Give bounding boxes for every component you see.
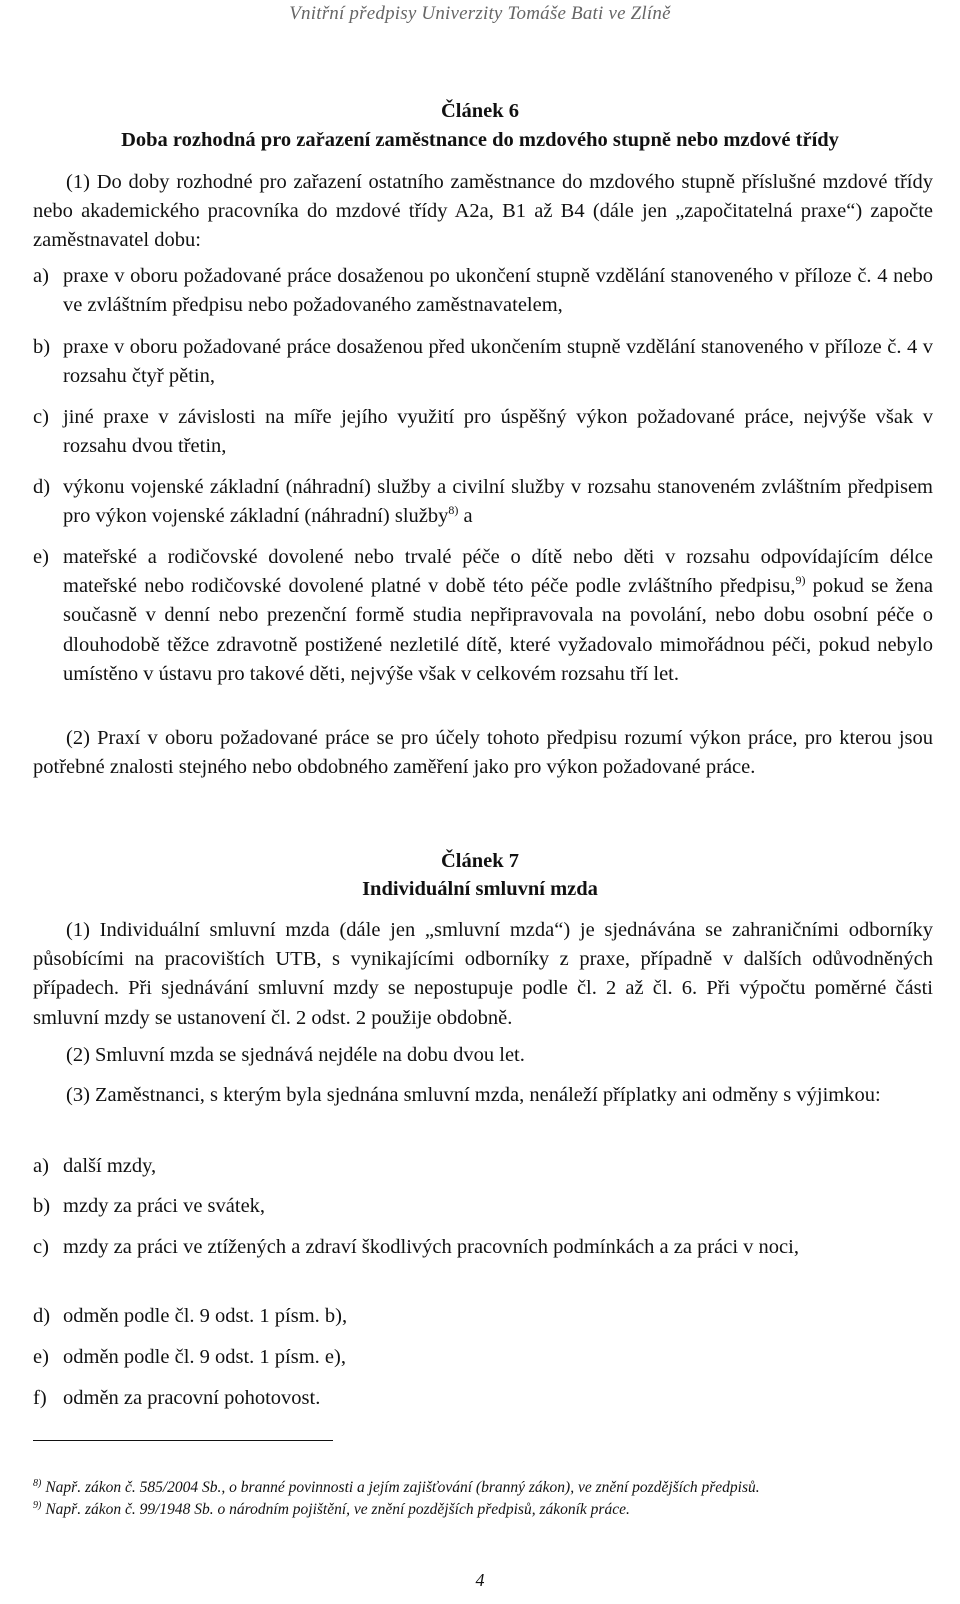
footnote-separator xyxy=(33,1440,333,1441)
item-letter: d) xyxy=(33,1305,51,1327)
item-text: mateřské a rodičovské dovolené nebo trvalé péče o dítě nebo děti v rozsahu odpovídajícím délce mateřské nebo rodičovské dovolené platné v době této péče podle zvláštního předpisu, xyxy=(63,546,933,598)
page-number: 4 xyxy=(475,1570,485,1590)
item-text: jiné praxe v závislosti na míře jejího využití pro úspěšný výkon požadované práce, nejvýše však v rozsahu dvou třetin, xyxy=(63,406,933,458)
article-7-item-d xyxy=(33,1302,933,1331)
footnote-9 xyxy=(33,1496,933,1520)
footnote-ref: 9) xyxy=(795,573,806,588)
article-7-paragraph-3-text: (3) Zaměstnanci, s kterým byla sjednána smluvní mzda, nenáleží příplatky ani odměny s výjimkou: xyxy=(66,1084,881,1106)
article-7-title: Individuální smluvní mzda xyxy=(362,878,598,900)
item-text: odměn podle čl. 9 odst. 1 písm. b), xyxy=(63,1305,348,1327)
article-6-item-d xyxy=(33,473,933,531)
running-header: Vnitřní předpisy Univerzity Tomáše Bati ve Zlíně xyxy=(289,3,671,24)
article-7-paragraph-1-text: (1) Individuální smluvní mzda (dále jen „smluvní mzda“) je sjednávána se zahraničními odborníky působícími na pracovištích UTB, s vynikajícími odborníky z praxe, případně v dalších odůvodněných případech. Při sjednávání smluvní mzdy se nepostupuje podle čl. 2 až čl. 6. Při výpočtu poměrné části smluvní mzdy se ustanovení čl. 2 odst. 2 použije obdobně. xyxy=(33,919,933,1029)
item-letter: b) xyxy=(33,1195,51,1217)
article-7-paragraph-3 xyxy=(33,1081,933,1110)
item-letter: c) xyxy=(33,1236,49,1258)
footnote-8 xyxy=(33,1474,933,1498)
item-text: další mzdy, xyxy=(63,1155,157,1177)
item-text: výkonu vojenské základní (náhradní) služby a civilní služby v rozsahu stanoveném zvláštním předpisem pro výkon vojenské základní (náhradní) služby xyxy=(63,476,933,528)
item-text: praxe v oboru požadované práce dosaženou před ukončením stupně vzdělání stanoveného v příloze č. 4 v rozsahu čtyř pětin, xyxy=(63,336,933,388)
article-6-paragraph-2 xyxy=(33,724,933,782)
article-6-item-b xyxy=(33,333,933,391)
article-7-paragraph-2-text: (2) Smluvní mzda se sjednává nejdéle na dobu dvou let. xyxy=(66,1044,525,1066)
item-letter: e) xyxy=(33,546,49,568)
item-letter: a) xyxy=(33,1155,49,1177)
item-letter: d) xyxy=(33,476,51,498)
article-7-item-a xyxy=(33,1152,933,1181)
footnote-mark: 8) xyxy=(33,1478,42,1489)
item-text: odměn za pracovní pohotovost. xyxy=(63,1387,321,1409)
article-7-paragraph-1 xyxy=(33,916,933,1033)
article-6-paragraph-1 xyxy=(33,168,933,256)
footnote-text: Např. zákon č. 585/2004 Sb., o branné povinnosti a jejím zajišťování (branný zákon), ve znění pozdějších předpisů. xyxy=(45,1479,760,1497)
article-7-item-b xyxy=(33,1192,933,1221)
article-6-item-c xyxy=(33,403,933,461)
footnote-text: Např. zákon č. 99/1948 Sb. o národním pojištění, ve znění pozdějších předpisů, zákoník práce. xyxy=(45,1501,630,1519)
footnote-ref: 8) xyxy=(448,503,459,518)
item-letter: e) xyxy=(33,1346,49,1368)
article-7-item-e xyxy=(33,1343,933,1372)
item-text-end: pokud se žena současně v denní nebo prezenční formě studia nepřipravovala na povolání, nebo dobu osobní péče o dlouhodobě těžce zdravotně postižené nezletilé dítě, které vyžadovalo mimořádnou péči, pokud nebylo umístěno v ústavu pro takové děti, nejvýše však v celkovém rozsahu tří let. xyxy=(63,575,934,685)
item-letter: c) xyxy=(33,406,49,428)
article-6-paragraph-1-text: (1) Do doby rozhodné pro zařazení ostatního zaměstnance do mzdového stupně příslušné mzdové třídy nebo akademického pracovníka do mzdové třídy A2a, B1 až B4 (dále jen „započitatelná praxe“) započte zaměstnavatel dobu: xyxy=(33,171,933,252)
article-7-item-c xyxy=(33,1233,933,1262)
item-text: praxe v oboru požadované práce dosaženou po ukončení stupně vzdělání stanoveného v příloze č. 4 nebo ve zvláštním předpisu nebo požadovaného zaměstnavatelem, xyxy=(63,265,933,317)
article-7-item-f xyxy=(33,1384,933,1413)
item-text-end: a xyxy=(458,505,473,528)
article-7-number: Článek 7 xyxy=(440,850,520,872)
item-text: odměn podle čl. 9 odst. 1 písm. e), xyxy=(63,1346,346,1368)
item-letter: f) xyxy=(33,1387,47,1409)
article-6-item-e xyxy=(33,543,933,689)
item-letter: b) xyxy=(33,336,51,358)
footnote-mark: 9) xyxy=(33,1500,42,1511)
article-6-item-a xyxy=(33,262,933,320)
article-7-paragraph-2 xyxy=(33,1041,933,1070)
article-6-number: Článek 6 xyxy=(440,100,520,122)
item-text: mzdy za práci ve svátek, xyxy=(63,1195,266,1217)
item-text: mzdy za práci ve ztížených a zdraví škodlivých pracovních podmínkách a za práci v noci, xyxy=(63,1236,799,1258)
item-letter: a) xyxy=(33,265,49,287)
article-6-title: Doba rozhodná pro zařazení zaměstnance do mzdového stupně nebo mzdové třídy xyxy=(121,129,839,151)
article-6-paragraph-2-text: (2) Praxí v oboru požadované práce se pro účely tohoto předpisu rozumí výkon práce, pro kterou jsou potřebné znalosti stejného nebo obdobného zaměření jako pro výkon požadované práce. xyxy=(33,727,933,779)
